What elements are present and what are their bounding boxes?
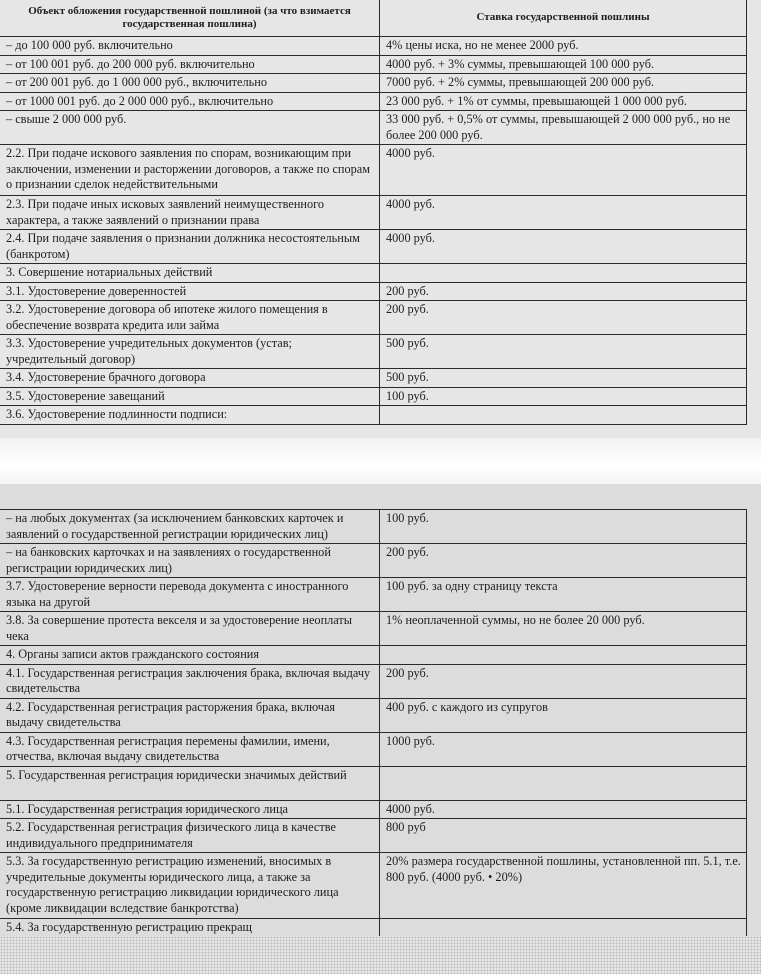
row-object: 4.1. Государственная регистрация заключения брака, включая выдачу свидетельства: [0, 664, 380, 698]
row-object: – на банковских карточках и на заявлениях о государственной регистрации юридических лиц): [0, 544, 380, 578]
row-rate: 500 руб.: [380, 369, 747, 388]
row-rate: 200 руб.: [380, 301, 747, 335]
row-rate: 33 000 руб. + 0,5% от суммы, превышающей 2 000 000 руб., но не более 200 000 руб.: [380, 111, 747, 145]
row-rate: 4000 руб.: [380, 800, 747, 819]
section-heading: 5. Государственная регистрация юридически значимых действий: [0, 766, 380, 800]
row-rate: 1% неоплаченной суммы, но не более 20 000 руб.: [380, 612, 747, 646]
section-heading: 3. Совершение нотариальных действий: [0, 264, 380, 283]
row-object: 3.2. Удостоверение договора об ипотеке жилого помещения в обеспечение возврата кредита или займа: [0, 301, 380, 335]
row-rate: [380, 766, 747, 800]
row-rate: 1000 руб.: [380, 732, 747, 766]
row-rate: 100 руб.: [380, 510, 747, 544]
row-rate: 200 руб.: [380, 282, 747, 301]
header-rate: Ставка государственной пошлины: [380, 0, 747, 37]
row-rate: [380, 264, 747, 283]
page-gap: [0, 438, 761, 484]
row-rate: 500 руб.: [380, 335, 747, 369]
row-rate: 4000 руб.: [380, 230, 747, 264]
row-rate: 20% размера государственной пошлины, установленной пп. 5.1, т.е. 800 руб. (4000 руб. • 20%): [380, 853, 747, 919]
header-object: Объект обложения государственной пошлиной (за что взимается государственная пошлина): [0, 0, 380, 37]
scan-edge: [0, 936, 761, 974]
row-rate: 200 руб.: [380, 664, 747, 698]
row-object: 5.1. Государственная регистрация юридического лица: [0, 800, 380, 819]
row-object: 3.5. Удостоверение завещаний: [0, 387, 380, 406]
row-object: 2.2. При подаче искового заявления по спорам, возникающим при заключении, изменении и расторжении договоров, а также по спорам о признании сделок недействительными: [0, 145, 380, 196]
fee-table-bottom: [0, 509, 747, 938]
row-object: 3.8. За совершение протеста векселя и за удостоверение неоплаты чека: [0, 612, 380, 646]
row-object: 5.3. За государственную регистрацию изменений, вносимых в учредительные документы юридического лица, а также за государственную регистрацию ликвидации юридического лица (кроме ликвидации вследствие банкротства): [0, 853, 380, 919]
row-object: 3.4. Удостоверение брачного договора: [0, 369, 380, 388]
row-rate: 400 руб. с каждого из супругов: [380, 698, 747, 732]
row-object: – до 100 000 руб. включительно: [0, 37, 380, 56]
row-rate: 4000 руб.: [380, 145, 747, 196]
row-rate: 4000 руб. + 3% суммы, превышающей 100 000 руб.: [380, 55, 747, 74]
row-rate: 4% цены иска, но не менее 2000 руб.: [380, 37, 747, 56]
row-object: 3.7. Удостоверение верности перевода документа с иностранного языка на другой: [0, 578, 380, 612]
row-object: – от 100 001 руб. до 200 000 руб. включительно: [0, 55, 380, 74]
row-object: 4.3. Государственная регистрация перемены фамилии, имени, отчества, включая выдачу свидетельства: [0, 732, 380, 766]
row-rate: [380, 646, 747, 665]
row-object: – на любых документах (за исключением банковских карточек и заявлений о государственной регистрации юридических лиц): [0, 510, 380, 544]
row-object: 4.2. Государственная регистрация расторжения брака, включая выдачу свидетельства: [0, 698, 380, 732]
row-object: – от 200 001 руб. до 1 000 000 руб., включительно: [0, 74, 380, 93]
row-object: – свыше 2 000 000 руб.: [0, 111, 380, 145]
row-rate: [380, 406, 747, 425]
row-rate: [380, 919, 747, 938]
row-rate: 100 руб. за одну страницу текста: [380, 578, 747, 612]
fee-table-top: [0, 0, 747, 425]
row-object: – от 1000 001 руб. до 2 000 000 руб., включительно: [0, 92, 380, 111]
row-object: 2.4. При подаче заявления о признании должника несостоятельным (банкротом): [0, 230, 380, 264]
row-object: 2.3. При подаче иных исковых заявлений неимущественного характера, а также заявлений о признании права: [0, 196, 380, 230]
page-top: [0, 0, 761, 438]
row-rate: 23 000 руб. + 1% от суммы, превышающей 1 000 000 руб.: [380, 92, 747, 111]
section-heading: 4. Органы записи актов гражданского состояния: [0, 646, 380, 665]
row-rate: 4000 руб.: [380, 196, 747, 230]
row-object: 3.1. Удостоверение доверенностей: [0, 282, 380, 301]
row-object: 3.6. Удостоверение подлинности подписи:: [0, 406, 380, 425]
row-object: 5.4. За государственную регистрацию прекращ: [0, 919, 380, 938]
row-rate: 200 руб.: [380, 544, 747, 578]
row-rate: 800 руб: [380, 819, 747, 853]
row-rate: 100 руб.: [380, 387, 747, 406]
row-rate: 7000 руб. + 2% суммы, превышающей 200 000 руб.: [380, 74, 747, 93]
row-object: 5.2. Государственная регистрация физического лица в качестве индивидуального предпринимателя: [0, 819, 380, 853]
row-object: 3.3. Удостоверение учредительных документов (устав; учредительный договор): [0, 335, 380, 369]
